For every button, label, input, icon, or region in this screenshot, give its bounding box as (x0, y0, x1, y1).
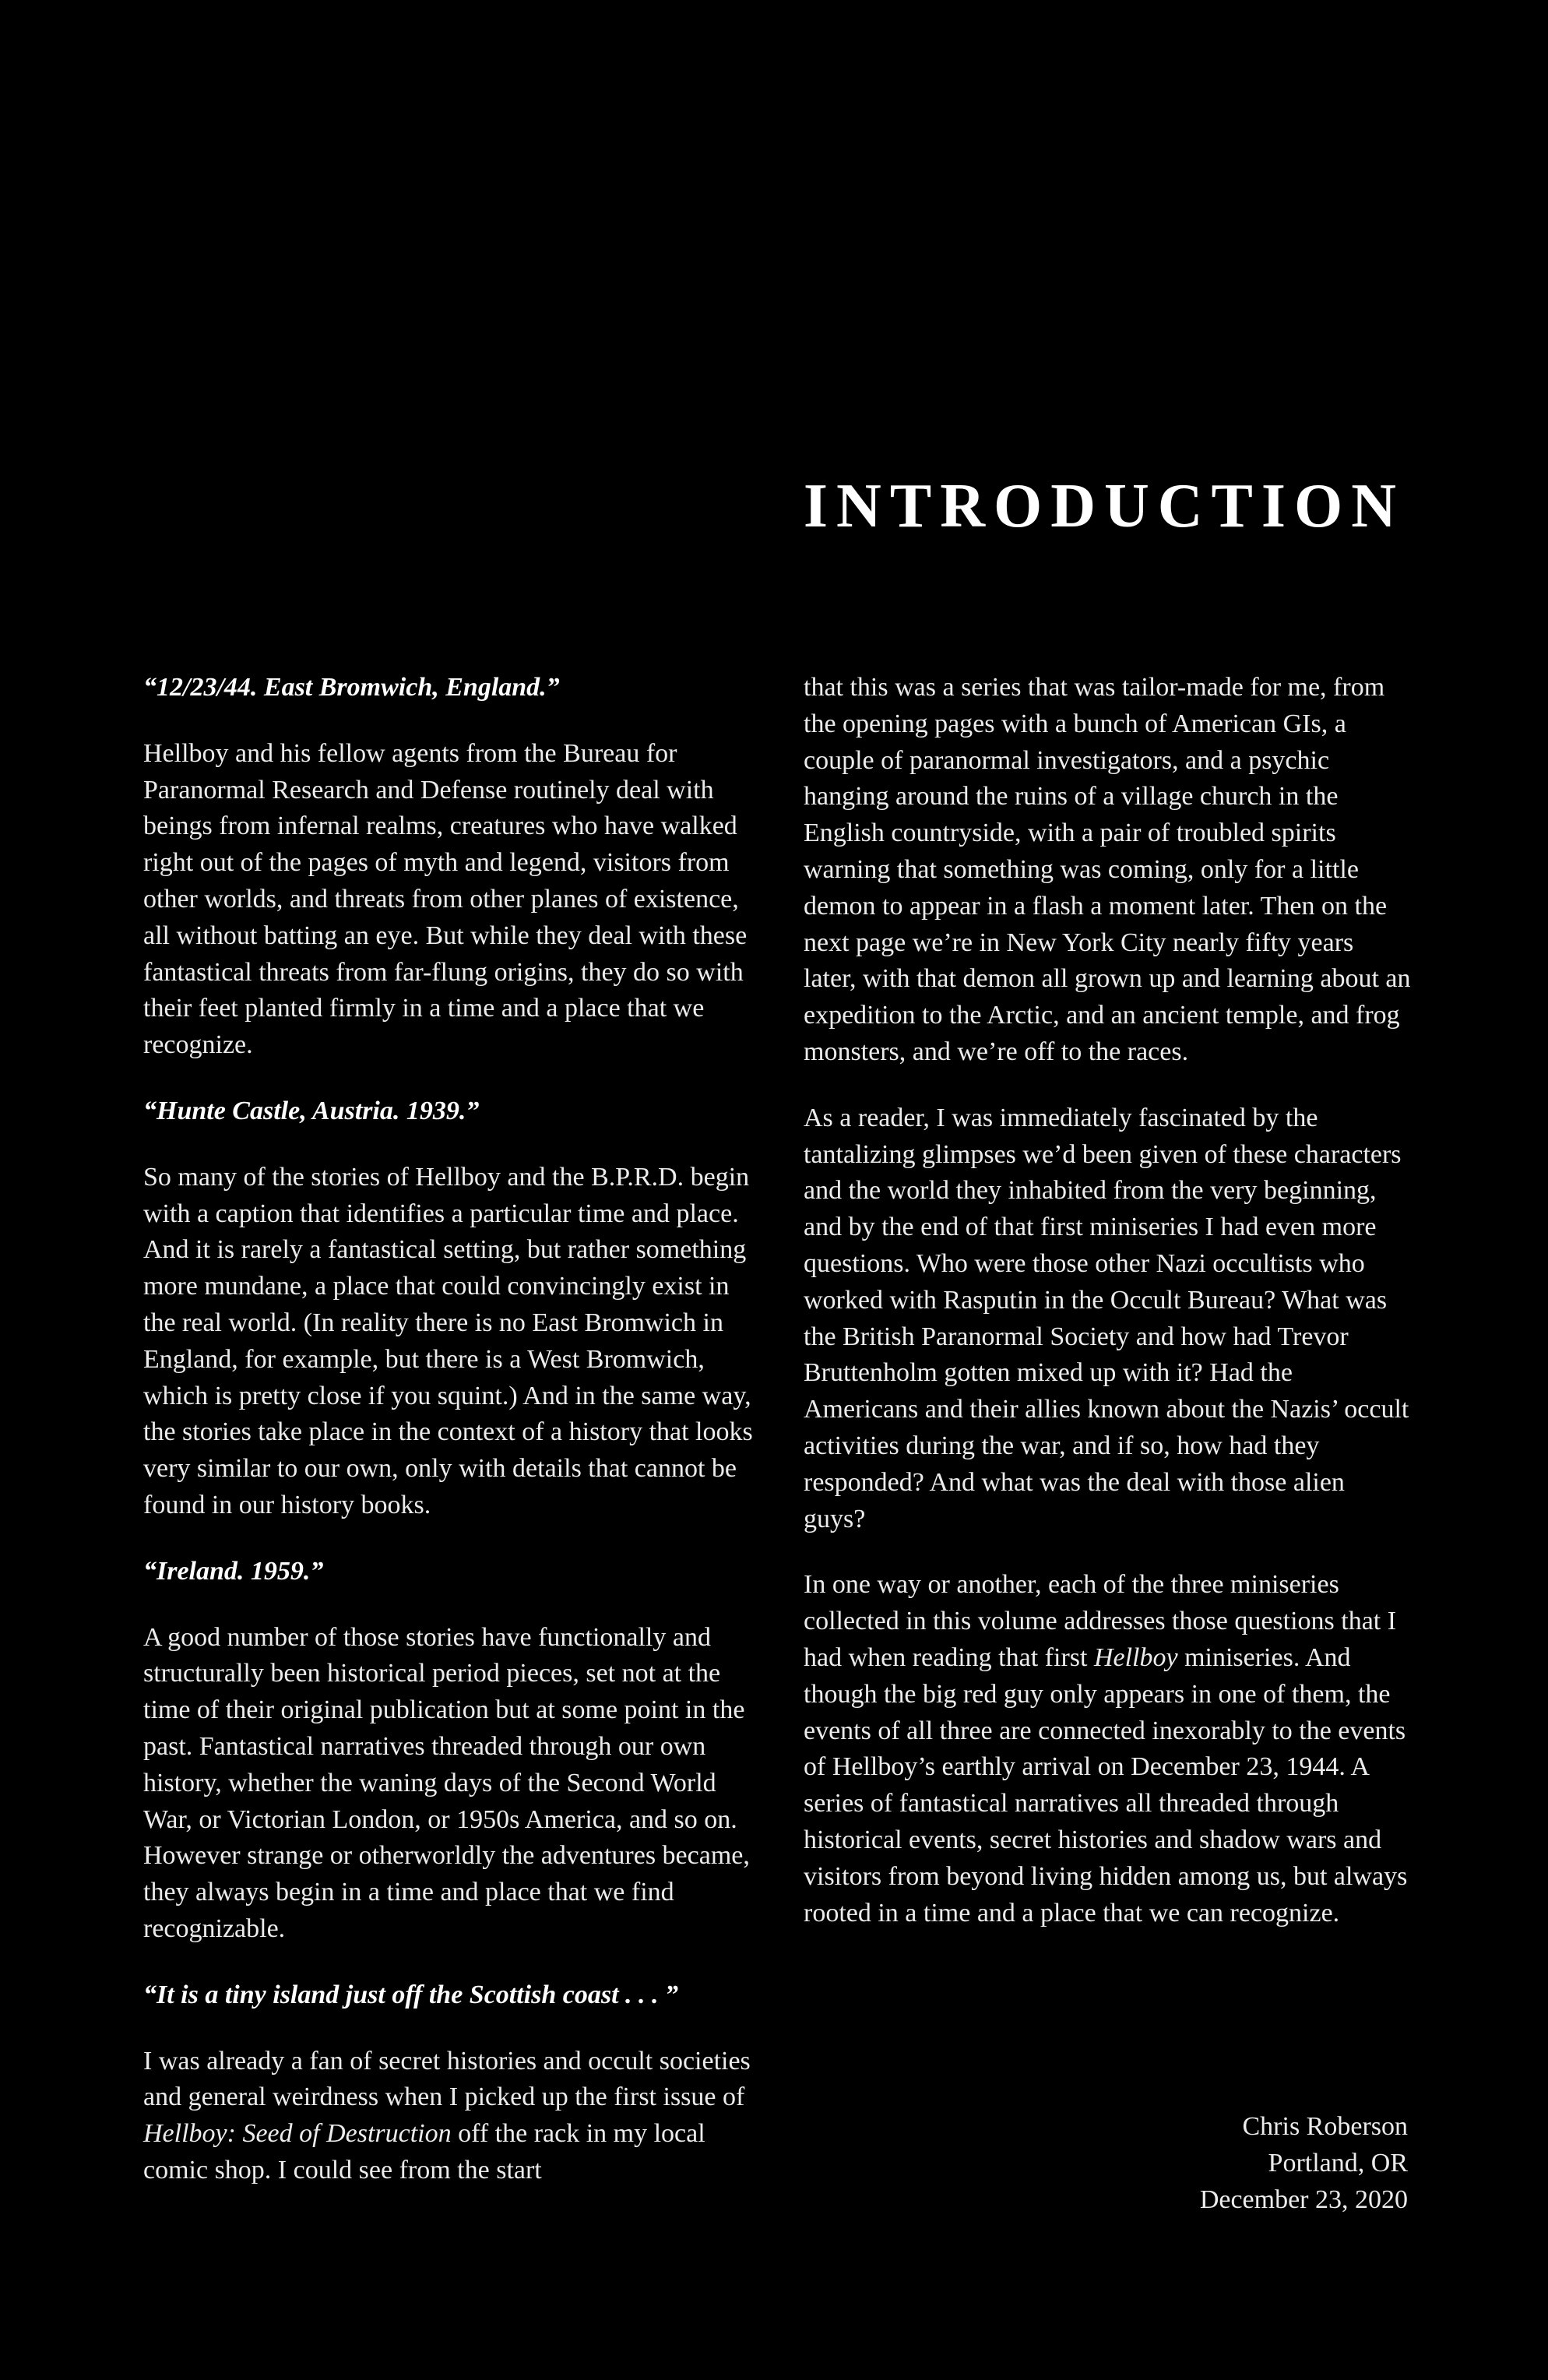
book-title-hellboy: Hellboy (1093, 1642, 1178, 1672)
caption-ireland: “Ireland. 1959.” (143, 1556, 324, 1586)
caption-scottish-coast: “It is a tiny island just off the Scottish coast . . . ” (143, 1980, 679, 2009)
signature-date: December 23, 2020 (1199, 2185, 1408, 2214)
book-title-seed-of-destruction: Hellboy: Seed of Destruction (143, 2119, 452, 2149)
page-title: INTRODUCTION (803, 472, 1405, 540)
paragraph-6: As a reader, I was immediately fascinated by the tantalizing glimpses we’d been given of these characters and the world they inhabited from the very beginning, and by the end of that first miniseries I had even more questions. Who were those other Nazi occultists who worked with Rasputin in the Occult Bureau? What was the British Paranormal Society and how had Trevor Bruttenholm gotten mixed up with it? Had the Americans and their allies known about the Nazis’ occult activities during the war, and if so, how had they responded? And what was the deal with those alien guys? (804, 1103, 1409, 1533)
paragraph-2: So many of the stories of Hellboy and the B.P.R.D. begin with a caption that identifies a particular time and place. And it is rarely a fantastical setting, but rather something more mundane, a place that could convincingly exist in the real world. (In reality there is no East Bromwich in England, for example, but there is a West Bromwich, which is pretty close if you squint.) And in the same way, the stories take place in the context of a history that looks very similar to our own, only with details that cannot be found in our history books. (143, 1162, 753, 1519)
paragraph-3: A good number of those stories have functionally and structurally been historical period pieces, set not at the time of their original publication but at some point in the past. Fantastical narratives threaded through our own history, whether the waning days of the Second World War, or Victorian London, or 1950s America, and so on. However strange or otherworldly the adventures became, they always begin in a time and place that we find recognizable. (143, 1622, 750, 1943)
signature-block (1200, 2109, 1408, 2218)
paragraph-4-text-b: off the rack in my local comic shop. I could see from the start (143, 2119, 705, 2185)
paragraph-7-text-a: In one way or another, each of the three miniseries collected in this volume addresses those questions that I had when reading that first (804, 1570, 1397, 1672)
right-column (804, 670, 1411, 1931)
author-location: Portland, OR (1268, 2148, 1408, 2178)
caption-east-bromwich: “12/23/44. East Bromwich, England.” (143, 673, 560, 702)
left-column (143, 670, 758, 2189)
paragraph-7-text-b: miniseries. And though the big red guy only appears in one of them, the events of all three are connected inexorably to the events of Hellboy’s earthly arrival on December 23, 1944. A series of fantastical narratives all threaded through historical events, secret histories and shadow wars and visitors from beyond living hidden among us, but always rooted in a time and a place that we can recognize. (804, 1642, 1408, 1928)
paragraph-5: that this was a series that was tailor-made for me, from the opening pages with a bunch of American GIs, a couple of paranormal investigators, and a psychic hanging around the ruins of a village church in the English countryside, with a pair of troubled spirits warning that something was coming, only for a little demon to appear in a flash a moment later. Then on the next page we’re in New York City nearly fifty years later, with that demon all grown up and learning about an expedition to the Arctic, and an ancient temple, and frog monsters, and we’re off to the races. (804, 673, 1411, 1066)
paragraph-4 (143, 2044, 758, 2189)
caption-hunte-castle: “Hunte Castle, Austria. 1939.” (143, 1096, 480, 1125)
paragraph-1: Hellboy and his fellow agents from the Bureau for Paranormal Research and Defense routinely deal with beings from infernal realms, creatures who have walked right out of the pages of myth and legend, visitors from other worlds, and threats from other planes of existence, all without batting an eye. But while they deal with these fantastical threats from far-flung origins, they do so with their feet planted firmly in a time and a place that we recognize. (143, 738, 748, 1060)
paragraph-7 (804, 1567, 1411, 1931)
author-name: Chris Roberson (1242, 2112, 1408, 2141)
paragraph-4-text-a: I was already a fan of secret histories and occult societies and general weirdness when I picked up the first issue of (143, 2046, 751, 2112)
